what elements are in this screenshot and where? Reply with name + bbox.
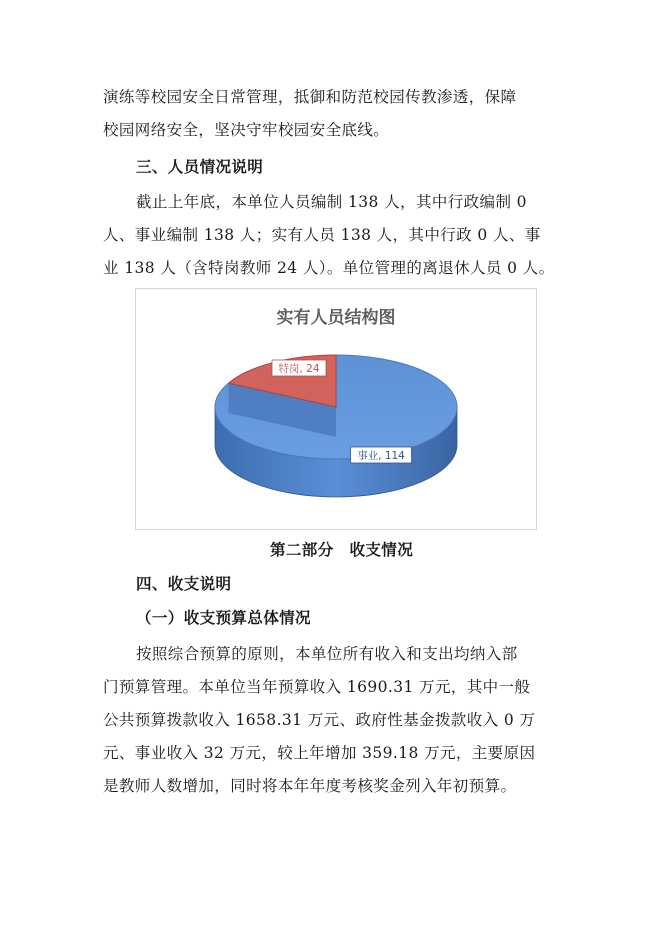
- text-line: 公共预算拨款收入 1658.31 万元、政府性基金拨款收入 0 万: [103, 711, 536, 729]
- paragraph-budget: [103, 638, 560, 803]
- part-title: 第二部分 收支情况: [270, 540, 414, 559]
- text-line: 人、事业编制 138 人；实有人员 138 人，其中行政 0 人、事: [103, 226, 541, 244]
- section-heading-personnel: 三、人员情况说明: [136, 157, 264, 176]
- personnel-pie-chart: [135, 288, 537, 530]
- paragraph-personnel: [103, 186, 560, 285]
- text-line: 业 138 人（含特岗教师 24 人）。单位管理的离退休人员 0 人。: [103, 259, 555, 277]
- data-label-shiye: 事业, 114: [357, 450, 405, 462]
- subsection-heading-budget: （一）收支预算总体情况: [136, 608, 311, 627]
- chart-title: 实有人员结构图: [276, 308, 396, 328]
- text-line: 校园网络安全，坚决守牢校园安全底线。: [103, 121, 390, 139]
- paragraph-campus-safety: [103, 81, 560, 147]
- pie-chart-svg: [136, 289, 536, 529]
- section-heading-income-expense: 四、收支说明: [136, 574, 232, 593]
- data-label-tegang: 特岗, 24: [278, 363, 320, 375]
- text-line: 演练等校园安全日常管理，抵御和防范校园传教渗透，保障: [103, 88, 517, 106]
- text-line: 门预算管理。本单位当年预算收入 1690.31 万元，其中一般: [103, 678, 531, 696]
- text-line: 截止上年底，本单位人员编制 138 人，其中行政编制 0: [136, 193, 527, 211]
- text-line: 是教师人数增加，同时将本年年度考核奖金列入年初预算。: [103, 777, 517, 795]
- text-line: 元、事业收入 32 万元，较上年增加 359.18 万元，主要原因: [103, 744, 536, 762]
- text-line: 按照综合预算的原则，本单位所有收入和支出均纳入部: [136, 645, 518, 663]
